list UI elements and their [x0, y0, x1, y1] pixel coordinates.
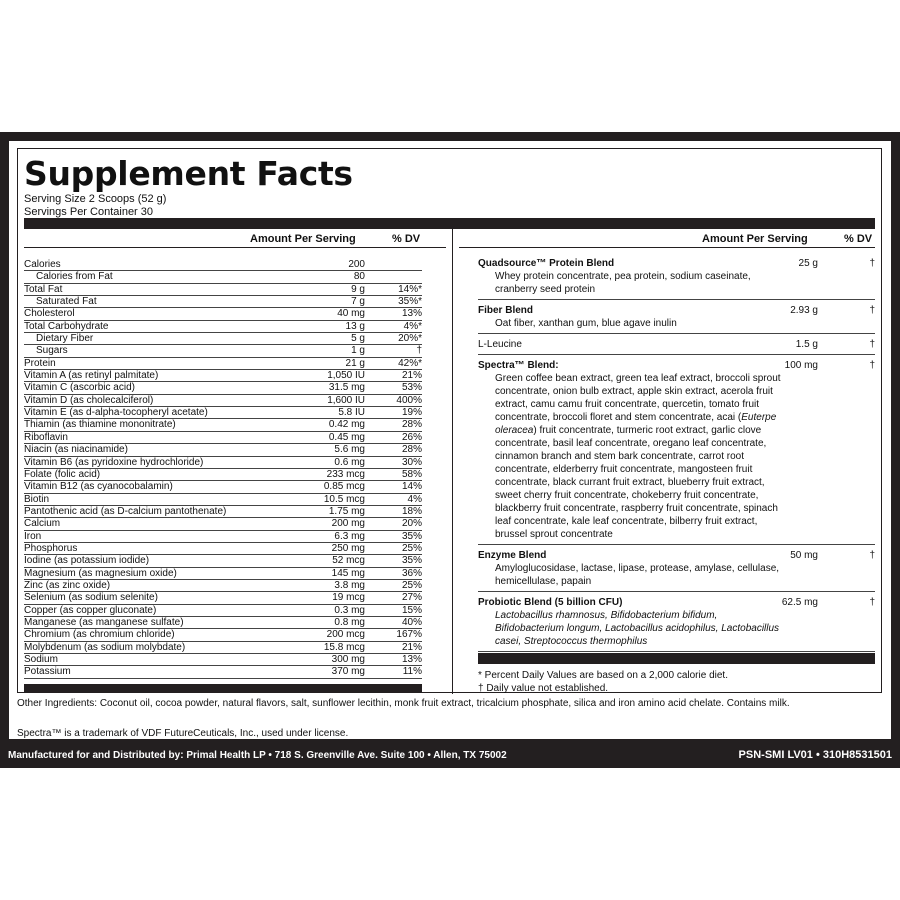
nutrient-amount: 200: [348, 259, 365, 270]
blend-row: [478, 592, 875, 652]
nutrient-row: [24, 259, 422, 271]
footer-bar: [0, 742, 900, 768]
nutrient-name: Phosphorus: [24, 542, 78, 554]
blend-ingredients: Oat fiber, xanthan gum, blue agave inulin: [495, 318, 677, 329]
nutrient-dv: 25%: [401, 579, 422, 591]
nutrient-row: [24, 568, 422, 580]
nutrient-amount: 1 g: [351, 345, 365, 357]
nutrient-name: Vitamin D (as cholecalciferol): [24, 394, 154, 406]
nutrient-amount: 80: [353, 271, 365, 283]
nutrient-row: [24, 518, 422, 530]
nutrient-row: [24, 654, 422, 666]
serving-size: Serving Size 2 Scoops (52 g): [24, 193, 167, 205]
panel-title: Supplement Facts: [24, 154, 353, 193]
nutrient-row: [24, 481, 422, 493]
blend-name: Probiotic Blend (5 billion CFU): [478, 597, 623, 608]
blend-dv: †: [869, 305, 875, 316]
blend-row: [478, 253, 875, 300]
nutrient-dv: 13%: [401, 654, 422, 665]
nutrient-amount: 6.3 mg: [334, 530, 365, 542]
left-bottom-bar: [24, 684, 422, 692]
nutrient-row: [24, 580, 422, 592]
nutrient-amount: 52 mcg: [332, 555, 365, 567]
nutrient-name: Protein: [24, 357, 56, 369]
nutrient-dv: 14%*: [398, 283, 422, 295]
nutrient-name: Biotin: [24, 493, 50, 505]
blend-ingredients: Lactobacillus rhamnosus, Bifidobacterium bifidum, Bifidobacterium longum, Lactobacillus acidophilus, Lactobacillus casei, Streptococcus thermophilus: [495, 610, 780, 647]
blend-dv: †: [869, 360, 875, 371]
nutrient-row: [24, 506, 422, 518]
product-code: PSN-SMI LV01 • 310H8531501: [738, 749, 892, 761]
nutrient-row: [24, 432, 422, 444]
nutrient-dv: 21%: [401, 370, 422, 382]
blend-name: Quadsource™ Protein Blend: [478, 258, 615, 269]
nutrient-name: Magnesium (as magnesium oxide): [24, 567, 177, 579]
nutrient-name: Riboflavin: [24, 431, 68, 443]
blend-row: [478, 334, 875, 355]
nutrient-row: [24, 543, 422, 555]
nutrient-row: [24, 444, 422, 456]
right-amount-header: Amount Per Serving: [702, 233, 808, 245]
nutrient-name: Sodium: [24, 654, 58, 665]
nutrient-row: [24, 296, 422, 308]
nutrient-dv: 35%: [401, 530, 422, 542]
blend-dv: †: [869, 550, 875, 561]
nutrient-dv: 58%: [401, 468, 422, 480]
nutrient-amount: 145 mg: [331, 567, 365, 579]
nutrient-name: Manganese (as manganese sulfate): [24, 616, 184, 628]
nutrient-dv: 15%: [401, 604, 422, 616]
nutrient-dv: 35%*: [398, 296, 422, 308]
nutrient-name: Iron: [24, 530, 42, 542]
nutrient-amount: 0.45 mg: [328, 431, 365, 443]
nutrient-name: Chromium (as chromium chloride): [24, 629, 175, 641]
nutrient-dv: 13%: [401, 308, 422, 320]
nutrient-row: [24, 592, 422, 604]
nutrient-row: [24, 419, 422, 431]
nutrient-dv: 400%: [396, 394, 422, 406]
nutrient-amount: 1,600 IU: [327, 394, 365, 406]
nutrient-amount: 5.8 IU: [338, 407, 365, 419]
nutrient-amount: 0.6 mg: [334, 456, 365, 468]
nutrient-row: [24, 358, 422, 370]
nutrient-name: Iodine (as potassium iodide): [24, 555, 150, 567]
nutrient-name: Vitamin A (as retinyl palmitate): [24, 370, 159, 382]
supplement-facts-panel: [17, 148, 882, 693]
column-divider: [452, 229, 453, 694]
nutrient-dv: 4%*: [403, 320, 422, 332]
nutrient-name: Vitamin B6 (as pyridoxine hydrochloride): [24, 456, 204, 468]
label-body: [9, 141, 891, 739]
blend-amount: 50 mg: [790, 550, 818, 561]
nutrient-name: Thiamin (as thiamine mononitrate): [24, 419, 176, 431]
right-header-rule: [459, 247, 875, 248]
blend-dv: †: [869, 597, 875, 608]
nutrient-name: Molybdenum (as sodium molybdate): [24, 641, 186, 653]
blend-ingredients: Amyloglucosidase, lactase, lipase, protease, amylase, cellulase, hemicellulase, papain: [495, 563, 780, 587]
nutrient-dv: 4%: [407, 493, 422, 505]
blend-dv: †: [869, 258, 875, 269]
nutrient-row: [24, 605, 422, 617]
blend-name: Fiber Blend: [478, 305, 534, 316]
nutrient-row: [24, 494, 422, 506]
nutrient-name: Saturated Fat: [36, 296, 97, 308]
nutrient-row: [24, 345, 422, 357]
nutrient-row: [24, 321, 422, 333]
nutrient-name: Total Carbohydrate: [24, 320, 109, 332]
nutrient-amount: 370 mg: [331, 666, 365, 678]
nutrient-amount: 31.5 mg: [328, 382, 365, 394]
nutrient-dv: 26%: [401, 431, 422, 443]
nutrient-dv: 28%: [401, 444, 422, 456]
nutrient-name: Potassium: [24, 666, 71, 678]
blend-name: Enzyme Blend: [478, 550, 547, 561]
nutrient-name: Copper (as copper gluconate): [24, 604, 157, 616]
nutrient-amount: 0.3 mg: [334, 604, 365, 616]
blend-list: [478, 253, 875, 652]
nutrient-name: Vitamin B12 (as cyanocobalamin): [24, 481, 173, 493]
nutrient-row: [24, 629, 422, 641]
nutrient-amount: 200 mcg: [326, 629, 365, 641]
nutrient-name: Total Fat: [24, 283, 63, 295]
blend-row: [478, 300, 875, 334]
thick-divider: [24, 218, 875, 229]
nutrient-row: [24, 642, 422, 654]
nutrient-name: Zinc (as zinc oxide): [24, 579, 111, 591]
nutrient-name: Selenium (as sodium selenite): [24, 592, 158, 604]
nutrient-row: [24, 457, 422, 469]
nutrient-dv: 20%*: [398, 333, 422, 345]
nutrient-row: [24, 382, 422, 394]
nutrient-row: [24, 555, 422, 567]
blend-name: Spectra™ Blend:: [478, 360, 559, 371]
blend-dv: †: [869, 339, 875, 350]
nutrient-amount: 300 mg: [331, 654, 365, 665]
nutrient-amount: 0.8 mg: [334, 616, 365, 628]
nutrient-amount: 13 g: [345, 320, 365, 332]
nutrient-amount: 15.8 mcg: [323, 641, 365, 653]
label-frame: [0, 132, 900, 768]
footnote-percent: * Percent Daily Values are based on a 2,000 calorie diet.: [478, 670, 728, 681]
blend-row: [478, 545, 875, 592]
nutrient-dv: 30%: [401, 456, 422, 468]
nutrient-table: [24, 259, 422, 679]
nutrient-name: Cholesterol: [24, 308, 75, 320]
nutrient-name: Dietary Fiber: [36, 333, 94, 345]
left-amount-header: Amount Per Serving: [250, 233, 356, 245]
nutrient-dv: 11%: [402, 666, 422, 678]
nutrient-dv: 40%: [401, 616, 422, 628]
nutrient-name: Calories from Fat: [36, 271, 113, 283]
nutrient-amount: 0.85 mcg: [323, 481, 365, 493]
nutrient-dv: †: [416, 345, 422, 357]
blend-ingredients: Green coffee bean extract, green tea leaf extract, broccoli sprout concentrate, onion bulb extract, apple skin extract, acerola fruit extract, camu camu fruit concentrate, quercetin, tomato fruit concentrate, broccoli floret and stem concentrate, acai (Euterpe oleracea) fruit concentrate, turmeric root extract, garlic clove concentrate, basil leaf concentrate, oregano leaf concentrate, cinnamon branch and stem bark concentrate, carrot root concentrate, elderberry fruit concentrate, mangosteen fruit concentrate, black currant fruit extract, blueberry fruit extract, sweet cherry fruit concentrate, chokeberry fruit concentrate, blackberry fruit concentrate, raspberry fruit concentrate, spinach leaf concentrate, kale leaf concentrate, bilberry fruit extract, brussel sprout concentrate: [495, 373, 781, 540]
nutrient-amount: 21 g: [345, 357, 365, 369]
nutrient-name: Sugars: [36, 345, 68, 357]
nutrient-amount: 5.6 mg: [334, 444, 365, 456]
nutrient-amount: 10.5 mcg: [323, 493, 365, 505]
nutrient-amount: 200 mg: [331, 518, 365, 530]
nutrient-amount: 9 g: [351, 283, 365, 295]
nutrient-name: Vitamin C (ascorbic acid): [24, 382, 135, 394]
nutrient-dv: 27%: [401, 592, 422, 604]
nutrient-row: [24, 469, 422, 481]
nutrient-amount: 19 mcg: [332, 592, 365, 604]
nutrient-dv: 36%: [401, 567, 422, 579]
blend-amount: 25 g: [798, 258, 818, 269]
servings-per-container: Servings Per Container 30: [24, 206, 154, 218]
nutrient-dv: 42%*: [398, 357, 422, 369]
nutrient-row: [24, 271, 422, 283]
nutrient-amount: 1.75 mg: [328, 505, 365, 517]
right-dv-header: % DV: [844, 233, 873, 245]
other-ingredients: Other Ingredients: Coconut oil, cocoa powder, natural flavors, salt, sunflower lecithin, monk fruit extract, tricalcium phosphate, silica and iron amino acid chelate. Contains milk.: [17, 698, 790, 709]
blend-amount: 2.93 g: [790, 305, 818, 316]
nutrient-name: Folate (folic acid): [24, 468, 101, 480]
nutrient-amount: 5 g: [351, 333, 365, 345]
nutrient-dv: 35%: [401, 555, 422, 567]
blend-amount: 62.5 mg: [781, 597, 818, 608]
nutrient-dv: 21%: [401, 641, 422, 653]
nutrient-name: Calories: [24, 259, 61, 270]
right-bottom-bar: [478, 653, 875, 664]
trademark-note: Spectra™ is a trademark of VDF FutureCeuticals, Inc., used under license.: [17, 728, 349, 739]
nutrient-row: [24, 284, 422, 296]
nutrient-dv: 25%: [401, 542, 422, 554]
nutrient-amount: 7 g: [351, 296, 365, 308]
blend-row: [478, 355, 875, 545]
nutrient-name: Niacin (as niacinamide): [24, 444, 128, 456]
nutrient-row: [24, 370, 422, 382]
nutrient-name: Pantothenic acid (as D-calcium pantothenate): [24, 505, 227, 517]
nutrient-dv: 53%: [401, 382, 422, 394]
nutrient-row: [24, 395, 422, 407]
left-dv-header: % DV: [392, 233, 421, 245]
nutrient-amount: 250 mg: [331, 542, 365, 554]
nutrient-row: [24, 407, 422, 419]
blend-ingredients: Whey protein concentrate, pea protein, sodium caseinate, cranberry seed protein: [495, 271, 751, 295]
nutrient-amount: 233 mcg: [326, 468, 365, 480]
nutrient-dv: 19%: [401, 407, 422, 419]
footnote-dagger: † Daily value not established.: [478, 683, 609, 694]
nutrient-row: [24, 308, 422, 320]
nutrient-row: [24, 617, 422, 629]
nutrient-dv: 18%: [401, 505, 422, 517]
blend-name: L-Leucine: [478, 339, 522, 350]
blend-amount: 1.5 g: [795, 339, 818, 350]
nutrient-name: Vitamin E (as d-alpha-tocopheryl acetate): [24, 407, 208, 419]
nutrient-amount: 3.8 mg: [334, 579, 365, 591]
nutrient-name: Calcium: [24, 518, 61, 530]
blend-amount: 100 mg: [784, 360, 818, 371]
nutrient-row: [24, 333, 422, 345]
nutrient-amount: 1,050 IU: [327, 370, 365, 382]
nutrient-dv: 167%: [396, 629, 422, 641]
left-header-rule: [24, 247, 446, 248]
nutrient-dv: 14%: [401, 481, 422, 493]
nutrient-amount: 0.42 mg: [328, 419, 365, 431]
nutrient-row: [24, 531, 422, 543]
manufacturer-info: Manufactured for and Distributed by: Primal Health LP • 718 S. Greenville Ave. Suite 100 • Allen, TX 75002: [8, 750, 507, 761]
nutrient-dv: 28%: [401, 419, 422, 431]
nutrient-row: [24, 666, 422, 678]
nutrient-amount: 40 mg: [337, 308, 365, 320]
nutrient-dv: 20%: [401, 518, 422, 530]
